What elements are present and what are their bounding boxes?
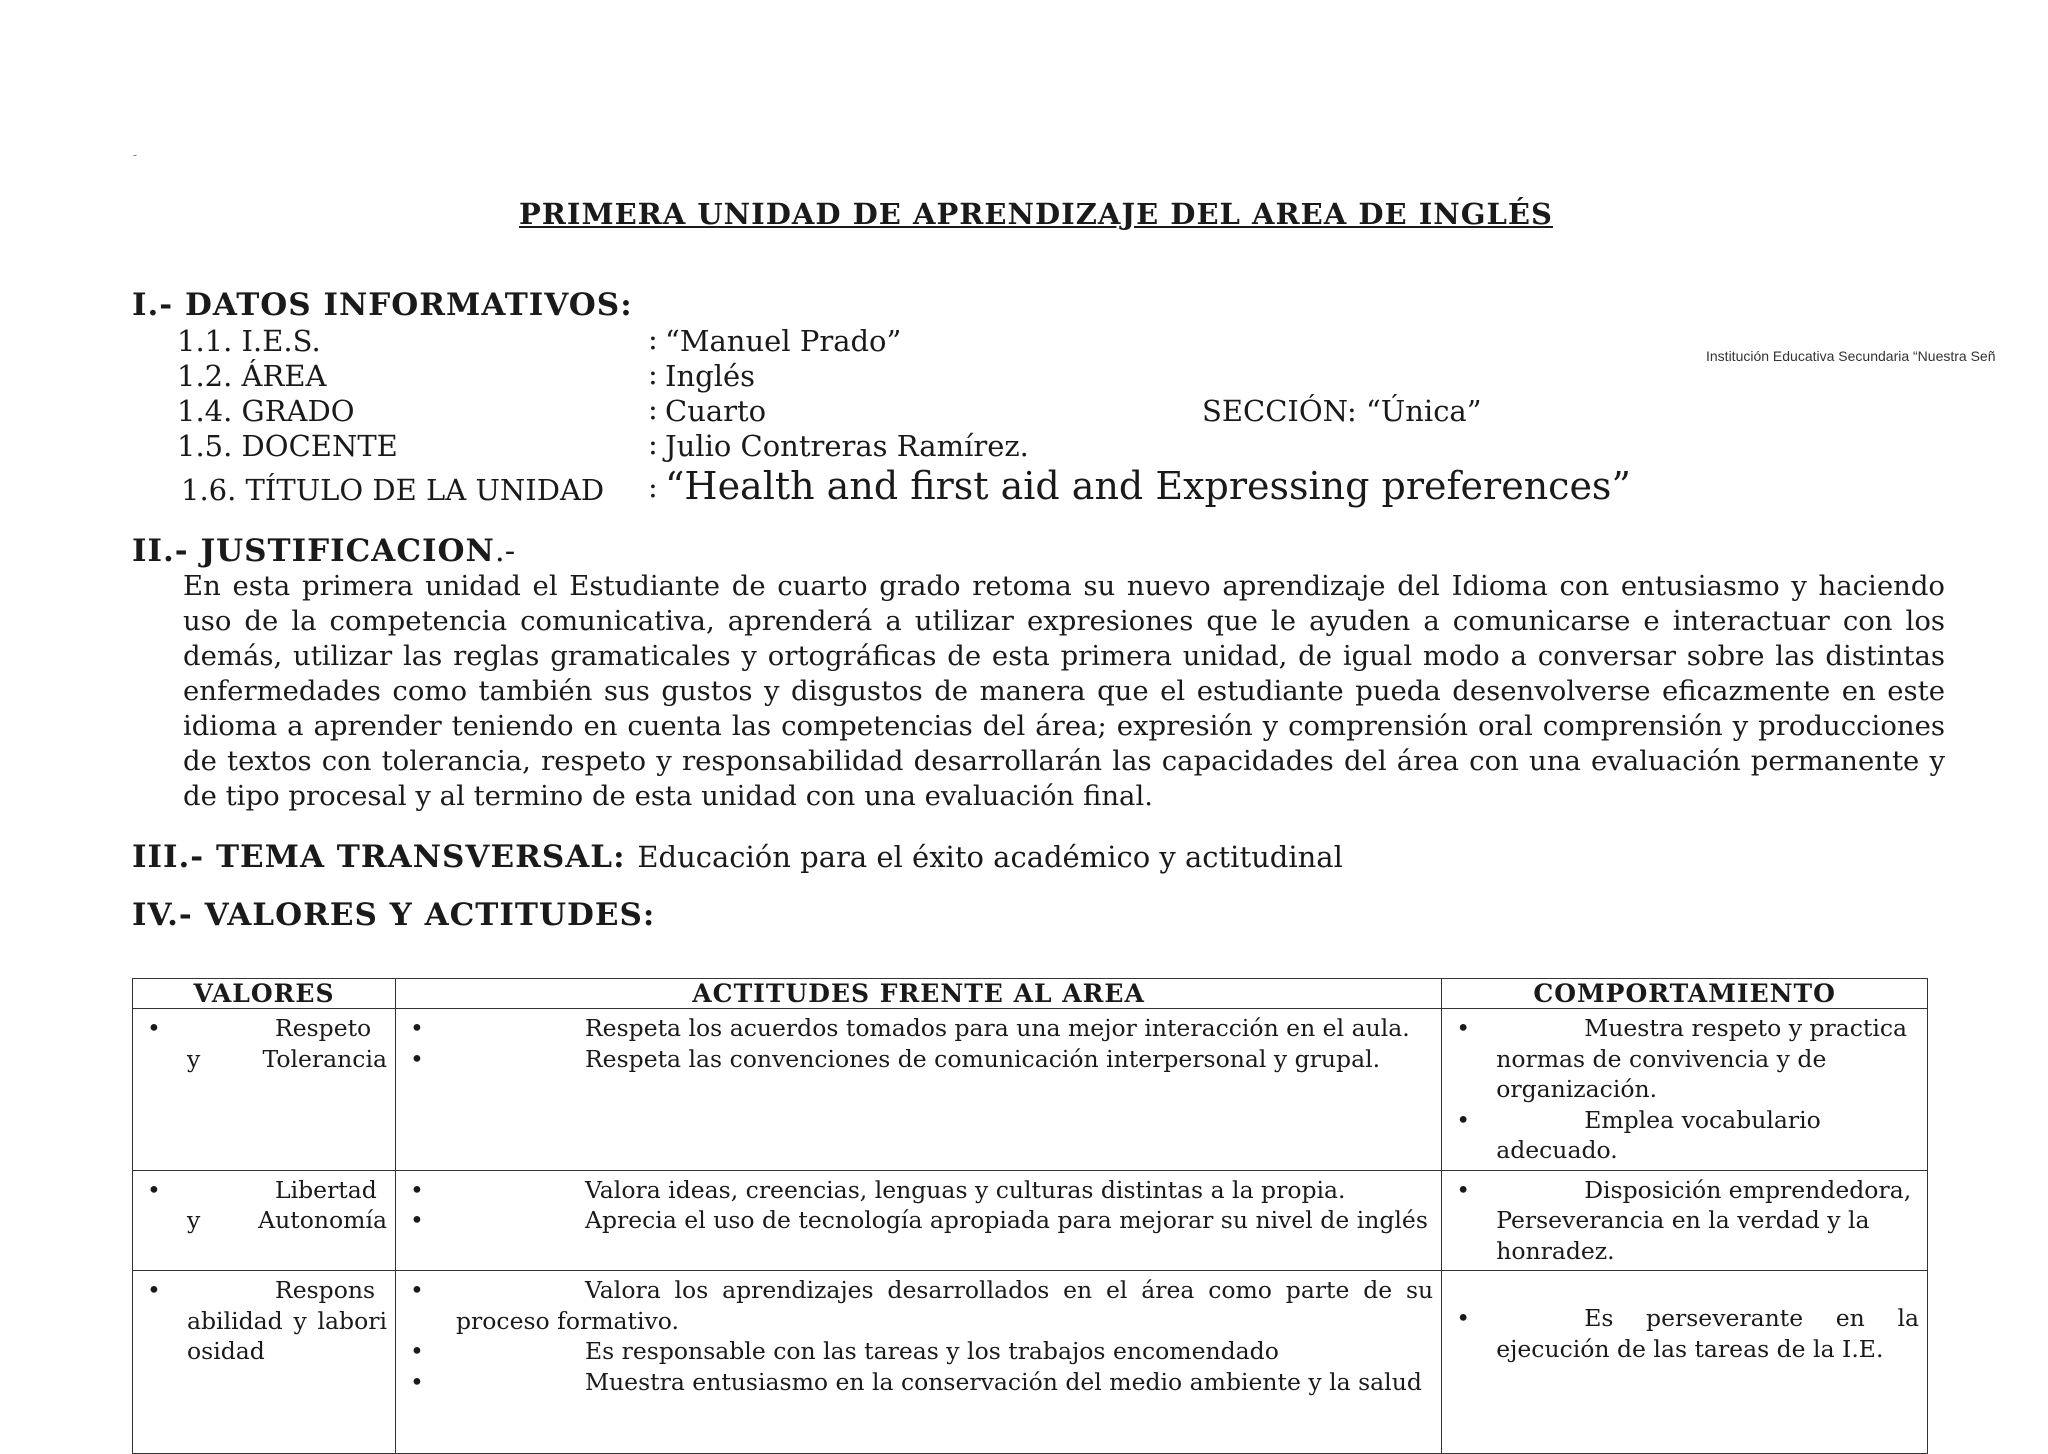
comportamiento-cell: [1442, 1271, 1928, 1454]
valor-cell: [133, 1271, 396, 1454]
table-row: [133, 1271, 1928, 1454]
header-actitudes: ACTITUDES FRENTE AL AREA: [395, 979, 1441, 1009]
actitud-item: • Respeta los acuerdos tomados para una mejor interacción en el aula.: [404, 1013, 1433, 1044]
table-header-row: [133, 979, 1928, 1009]
actitud-item: • Respeta las convenciones de comunicación interpersonal y grupal.: [404, 1044, 1433, 1075]
info-colon: :: [648, 392, 658, 426]
info-label-docente: 1.5. DOCENTE: [177, 429, 398, 463]
info-label-ies: 1.1. I.E.S.: [177, 324, 321, 358]
actitud-item: • Es responsable con las tareas y los trabajos encomendado: [404, 1336, 1433, 1367]
info-value-ies: “Manuel Prado”: [665, 324, 902, 358]
actitudes-cell: [395, 1170, 1441, 1271]
info-label-unit-title: 1.6. TÍTULO DE LA UNIDAD: [181, 473, 605, 507]
table-row: [133, 1009, 1928, 1171]
valor-cell: [133, 1170, 396, 1271]
document-title: PRIMERA UNIDAD DE APRENDIZAJE DEL AREA DE INGLÉS: [519, 197, 1553, 231]
info-seccion: SECCIÓN: “Única”: [1202, 394, 1482, 428]
actitud-item: • Valora los aprendizajes desarrollados en el área como parte de su proceso formativo.: [404, 1275, 1433, 1336]
valor-text: • Respeto y Tolerancia: [141, 1013, 387, 1074]
corner-mark: -: [133, 148, 138, 162]
actitud-item: • Valora ideas, creencias, lenguas y culturas distintas a la propia.: [404, 1175, 1433, 1206]
info-colon: :: [648, 357, 658, 391]
comportamiento-cell: [1442, 1170, 1928, 1271]
table-row: [133, 1170, 1928, 1271]
actitud-item: • Muestra entusiasmo en la conservación del medio ambiente y la salud: [404, 1367, 1433, 1398]
section-2-heading: [132, 533, 515, 569]
actitudes-cell: [395, 1009, 1441, 1171]
info-value-grado: Cuarto: [665, 394, 767, 428]
info-value-docente: Julio Contreras Ramírez.: [665, 429, 1029, 463]
section-3-heading: [132, 839, 1343, 875]
section-4-heading: IV.- VALORES Y ACTITUDES:: [132, 897, 656, 933]
valor-cell: [133, 1009, 396, 1171]
header-comportamiento: COMPORTAMIENTO: [1442, 979, 1928, 1009]
info-label-grado: 1.4. GRADO: [177, 394, 355, 428]
values-table: [132, 978, 1928, 1454]
section-2-heading-suffix: .-: [494, 533, 516, 569]
info-colon: :: [648, 322, 658, 356]
actitud-item: • Aprecia el uso de tecnología apropiada para mejorar su nivel de inglés: [404, 1205, 1433, 1236]
comportamiento-cell: [1442, 1009, 1928, 1171]
comportamiento-item: • Muestra respeto y practica normas de convivencia y de organización.: [1450, 1013, 1919, 1105]
side-note: Institución Educativa Secundaria “Nuestra Señ: [1706, 348, 1996, 364]
section-1-heading: I.- DATOS INFORMATIVOS:: [132, 287, 633, 323]
comportamiento-item: • Es perseverante en la ejecución de las tareas de la I.E.: [1450, 1303, 1919, 1364]
comportamiento-item: • Disposición emprendedora, Perseverancia en la verdad y la honradez.: [1450, 1175, 1919, 1267]
valor-text: • Responsabilidad y laboriosidad: [141, 1275, 387, 1367]
actitudes-cell: [395, 1271, 1441, 1454]
valor-text: • Libertad y Autonomía: [141, 1175, 387, 1236]
header-valores: VALORES: [133, 979, 396, 1009]
info-colon: :: [648, 427, 658, 461]
tema-transversal-value: Educación para el éxito académico y actitudinal: [637, 840, 1343, 874]
info-label-area: 1.2. ÁREA: [177, 359, 327, 393]
comportamiento-item: • Emplea vocabulario adecuado.: [1450, 1105, 1919, 1166]
section-3-heading-text: III.- TEMA TRANSVERSAL:: [132, 839, 626, 875]
section-2-heading-text: II.- JUSTIFICACION: [132, 533, 495, 569]
info-value-area: Inglés: [665, 359, 756, 393]
unit-title: “Health and first aid and Expressing preferences”: [665, 464, 1631, 508]
justification-text: En esta primera unidad el Estudiante de cuarto grado retoma su nuevo aprendizaje del Idioma con entusiasmo y haciendo uso de la competencia comunicativa, aprenderá a utilizar expresiones que le ayuden a comunicarse e interactuar con los demás, utilizar las reglas gramaticales y ortográficas de esta primera unidad, de igual modo a conversar sobre las distintas enfermedades como también sus gustos y disgustos de manera que el estudiante pueda desenvolverse eficazmente en este idioma a aprender teniendo en cuenta las competencias del área; expresión y comprensión oral comprensión y producciones de textos con tolerancia, respeto y responsabilidad desarrollarán las capacidades del área con una evaluación permanente y de tipo procesal y al termino de esta unidad con una evaluación final.: [183, 570, 1945, 812]
info-colon: :: [648, 470, 658, 504]
